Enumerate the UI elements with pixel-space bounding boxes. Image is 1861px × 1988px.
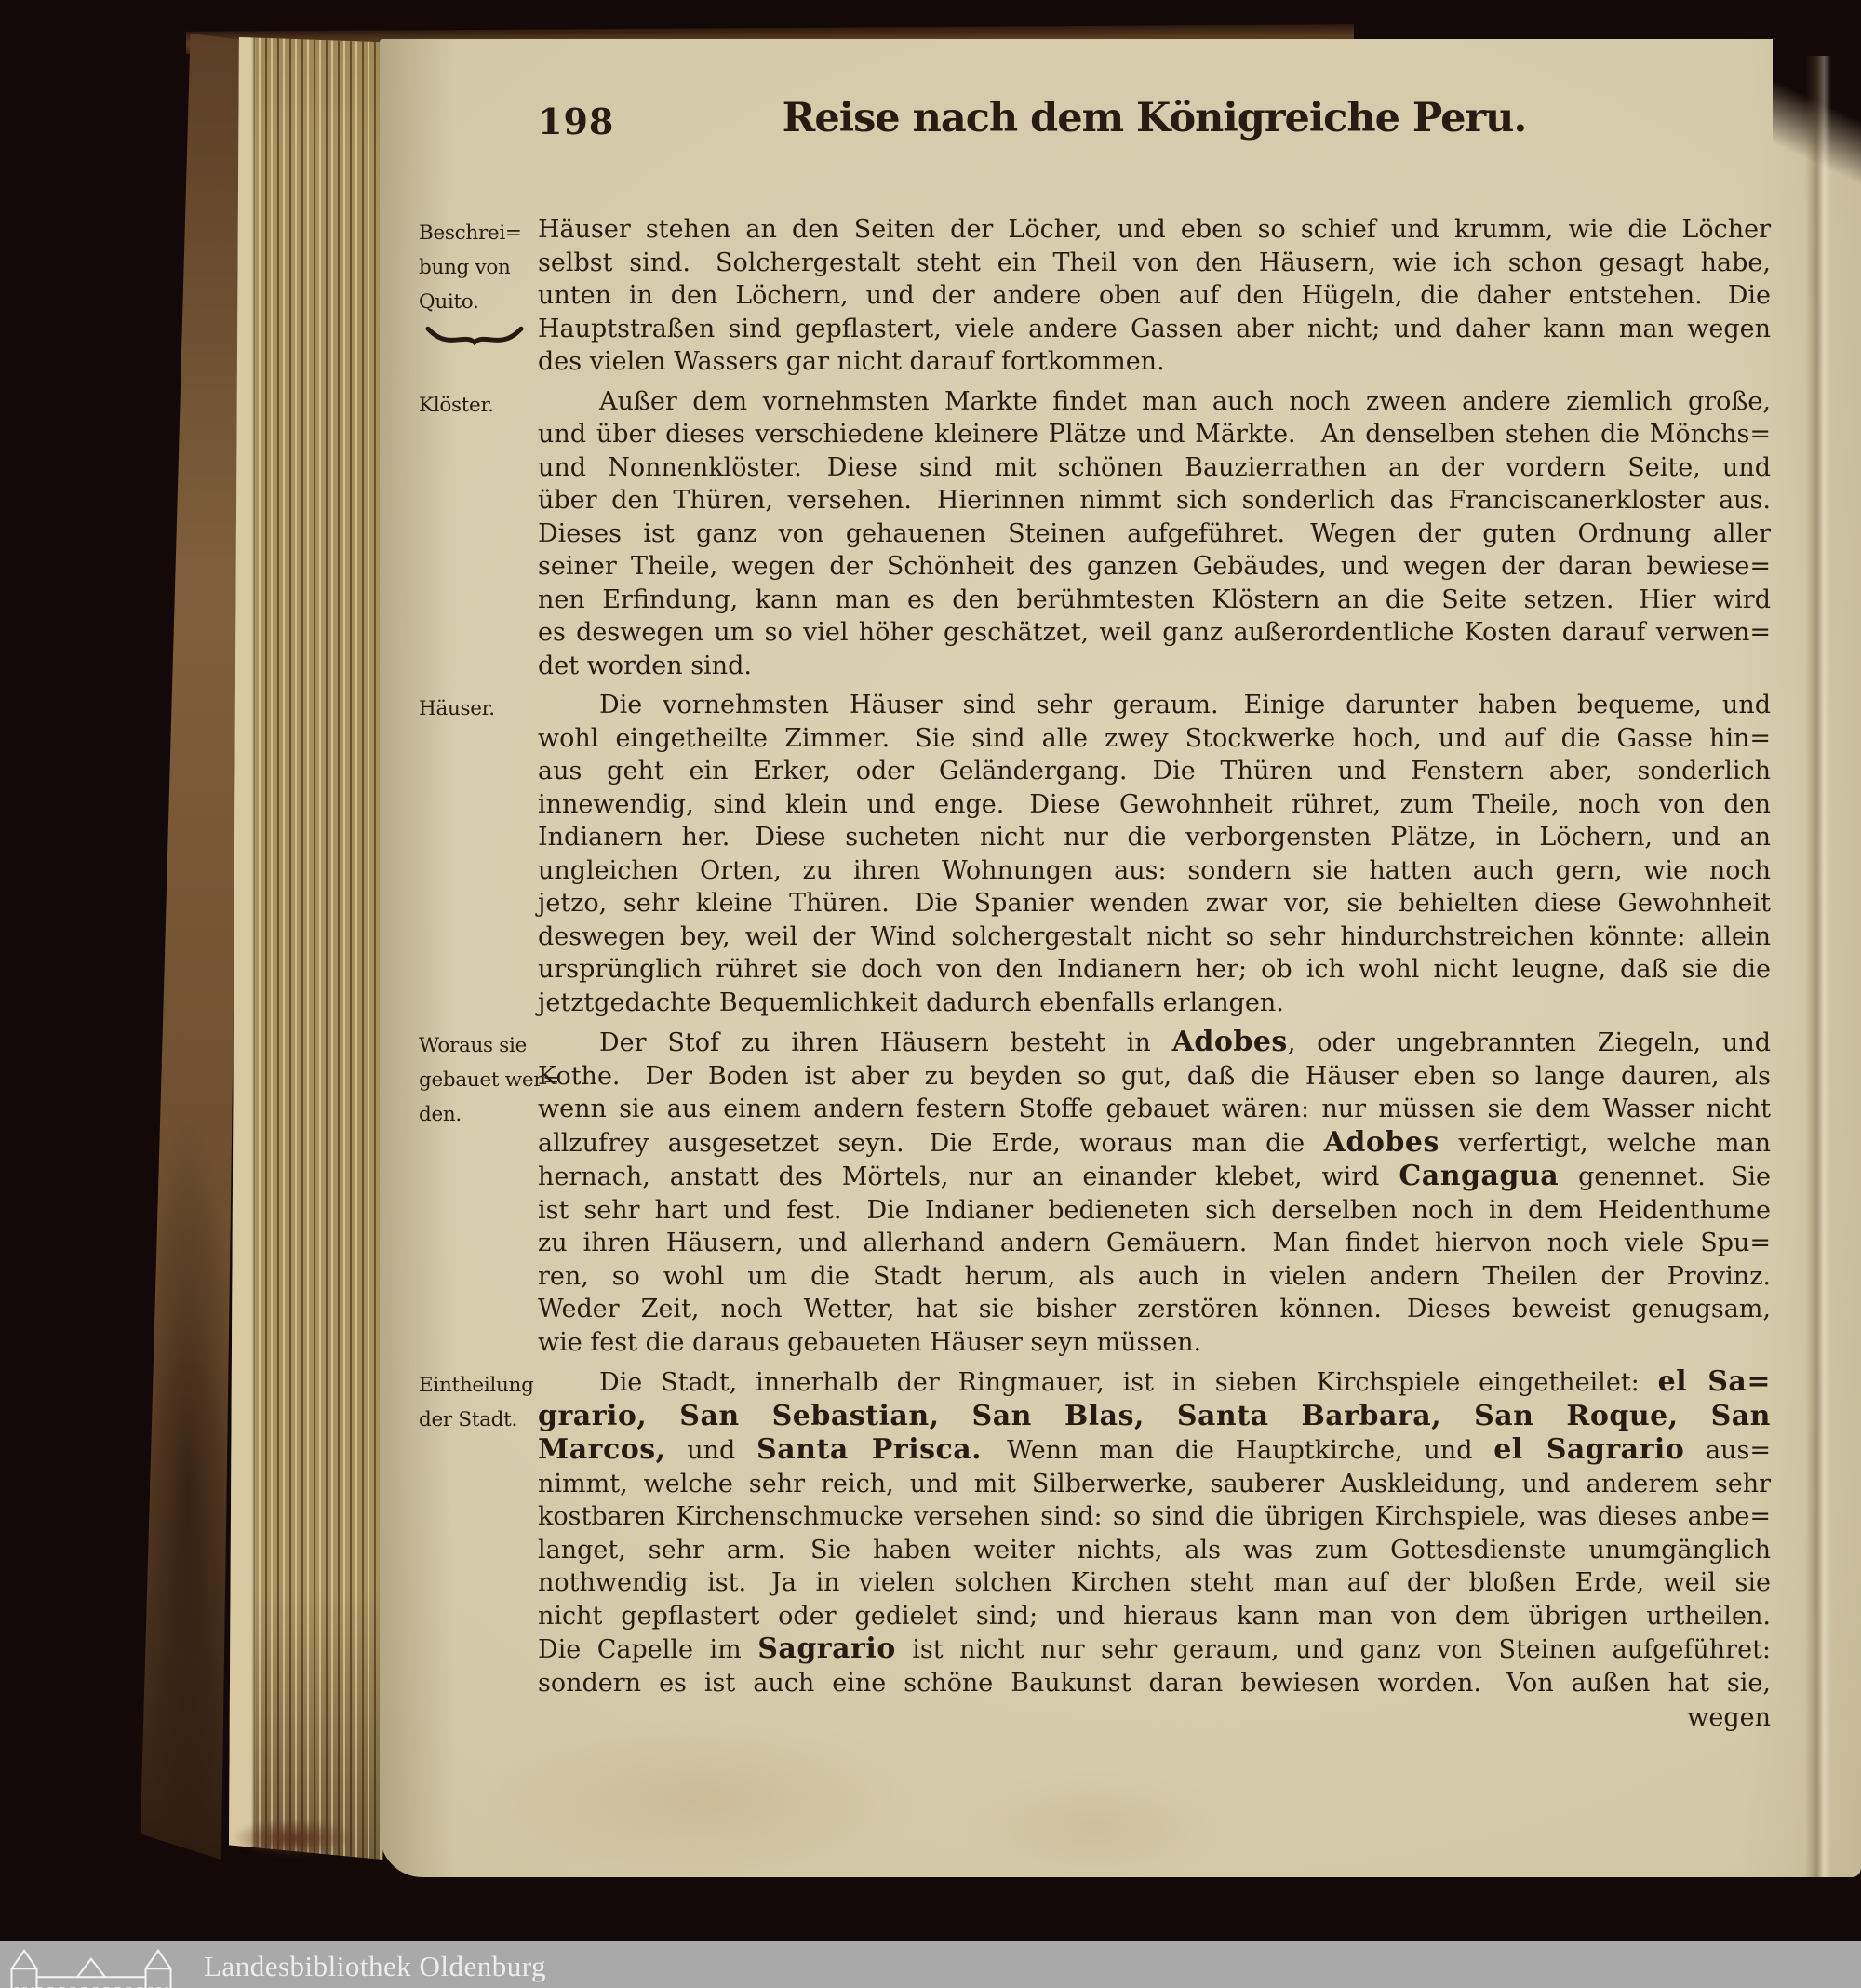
body-text: Wenn man die Hauptkirche, und	[982, 1436, 1494, 1465]
margin-note-line: der Stadt.	[419, 1408, 518, 1431]
body-text: selbst sind. Solchergestalt steht ein Theil von den Häusern, wie ich schon gesagt habe,	[538, 248, 1771, 277]
margin-note	[419, 692, 534, 726]
body-text: und über dieses verschiedene kleinere Plätze und Märkte. An denselben stehen die Mönchs=	[538, 420, 1771, 449]
emphasized-text: Cangagua	[1399, 1160, 1560, 1192]
body-text: Hauptstraßen sind gepflastert, viele andere Gassen aber nicht; und daher kann man wegen	[538, 314, 1771, 343]
body-text: verfertigt, welche man	[1439, 1128, 1771, 1158]
margin-note-line: Klöster.	[419, 393, 494, 417]
body-text: des vielen Wassers gar nicht darauf fortkommen.	[538, 347, 1165, 376]
text-line	[538, 1026, 1771, 1060]
text-line	[538, 213, 1771, 247]
text-line	[538, 1500, 1771, 1534]
text-line	[538, 1194, 1771, 1228]
text-line	[538, 689, 1771, 722]
paper-stain	[482, 1714, 929, 1882]
catchword: wegen	[1687, 1703, 1771, 1732]
text-line	[538, 1433, 1771, 1468]
margin-note-line: bung von	[419, 256, 511, 279]
text-line	[538, 920, 1771, 954]
body-text: nimmt, welche sehr reich, und mit Silberwerke, sauberer Auskleidung, und anderem sehr	[538, 1469, 1771, 1498]
body-text: Der Stof zu ihren Häusern besteht in	[599, 1028, 1172, 1057]
body-text: ren, so wohl um die Stadt herum, als auch in vielen andern Theilen der Provinz.	[538, 1261, 1771, 1291]
body-text: über den Thüren, versehen. Hierinnen nimmt sich sonderlich das Franciscanerkloster aus.	[538, 486, 1771, 515]
body-text: wohl eingetheilte Zimmer. Sie sind alle zwey Stockwerke hoch, und auf die Gasse hin=	[538, 723, 1771, 753]
body-text: sondern es ist auch eine schöne Baukunst daran bewiesen worden. Von außen hat sie,	[538, 1668, 1771, 1698]
body-text: unten in den Löchern, und der andere oben auf den Hügeln, die daher entstehen. Die	[538, 281, 1771, 310]
book-cover-spine	[128, 34, 248, 1860]
text-line	[538, 517, 1771, 551]
body-text: aus geht ein Erker, oder Geländergang. Die Thüren und Fenstern aber, sonderlich	[538, 757, 1771, 786]
text-line	[538, 1126, 1771, 1161]
text-line	[538, 987, 1771, 1020]
paragraph	[419, 385, 1771, 683]
body-text: Indianern her. Diese sucheten nicht nur die verborgensten Plätze, in Löchern, und an	[538, 823, 1771, 852]
margin-note-line: Häuser.	[419, 697, 495, 720]
text-line	[538, 247, 1771, 280]
text-line	[538, 584, 1771, 617]
text-line	[538, 451, 1771, 485]
body-text: ursprünglich rühret sie doch von den Indianern her; ob ich wohl nicht leugne, daß sie die	[538, 955, 1771, 984]
text-line	[538, 1293, 1771, 1326]
body-text: Außer dem vornehmsten Markte findet man auch noch zween andere ziemlich große,	[599, 386, 1771, 416]
emphasized-text: Adobes	[1323, 1125, 1439, 1159]
body-text: langet, sehr arm. Sie haben weiter nichts, als was zum Gottesdienste unumgänglich	[538, 1535, 1771, 1565]
text-line	[538, 418, 1771, 451]
body-text: wenn sie aus einem andern festern Stoffe gebauet wären: nur müssen sie dem Wasser nicht	[538, 1095, 1771, 1123]
text-line	[538, 1060, 1771, 1094]
margin-note	[419, 1028, 559, 1132]
page-gutter-crease	[1805, 56, 1831, 1877]
body-text: , oder ungebrannten Ziegeln, und	[1287, 1028, 1771, 1057]
emphasized-text: el Sagrario	[1493, 1433, 1685, 1466]
text-line	[538, 650, 1771, 683]
text-line	[538, 821, 1771, 854]
paragraph	[419, 213, 1771, 379]
text-line	[538, 1400, 1771, 1434]
paper-stain	[957, 1770, 1236, 1882]
body-text: ist nicht nur sehr geraum, und ganz von Steinen aufgeführet:	[895, 1635, 1771, 1664]
body-text: jetzo, sehr kleine Thüren. Die Spanier wenden zwar vor, sie behielten diese Gewohnheit	[538, 889, 1771, 918]
body-text: Häuser stehen an den Seiten der Löcher, und eben so schief und krumm, wie die Löcher	[538, 215, 1771, 244]
text-line	[538, 887, 1771, 920]
emphasized-text: el Sa=	[1657, 1365, 1771, 1398]
body-text: es deswegen um so viel höher geschätzet, weil ganz außerordentliche Kosten darauf verwen=	[538, 618, 1771, 647]
library-watermark-band	[0, 1941, 1861, 1988]
body-text: deswegen bey, weil der Wind solchergestalt nicht so sehr hindurchstreichen könnte: allein	[538, 921, 1771, 951]
book-fore-edge-pages	[229, 37, 398, 1860]
body-text: aus=	[1684, 1436, 1771, 1465]
text-line	[538, 550, 1771, 584]
text-line	[538, 788, 1771, 822]
text-line	[538, 953, 1771, 987]
text-line	[538, 1326, 1771, 1360]
text-line	[538, 1566, 1771, 1600]
body-text: Die Stadt, innerhalb der Ringmauer, ist in sieben Kirchspiele eingetheilet:	[599, 1368, 1658, 1397]
margin-note-line: Woraus sie	[419, 1034, 528, 1057]
library-name: Landesbibliothek Oldenburg	[204, 1950, 547, 1982]
text-line	[538, 1160, 1771, 1194]
text-line	[538, 1365, 1771, 1400]
text-line	[538, 1093, 1771, 1126]
body-text: seiner Theile, wegen der Schönheit des ganzen Gebäudes, und wegen der daran bewiese=	[538, 552, 1771, 581]
text-line	[538, 345, 1771, 379]
book-page	[380, 39, 1861, 1877]
emphasized-text: Adobes	[1171, 1026, 1288, 1058]
body-text: Weder Zeit, noch Wetter, hat sie bisher zerstören können. Dieses beweist genugsam,	[538, 1295, 1771, 1323]
paragraph	[419, 1026, 1772, 1359]
text-line	[538, 1468, 1771, 1501]
body-text: allzufrey ausgesetzet seyn. Die Erde, woraus man die	[538, 1128, 1324, 1158]
text-line	[538, 1260, 1771, 1294]
margin-note	[419, 1368, 534, 1437]
body-text: wie fest die daraus gebaueten Häuser seyn müssen.	[538, 1327, 1202, 1357]
body-text: hernach, anstatt des Mörtels, nur an einander klebet, wird	[538, 1162, 1399, 1191]
text-line	[538, 1534, 1771, 1567]
text-line	[538, 755, 1771, 788]
text-line	[538, 279, 1771, 313]
body-text: nicht gepflastert oder gedielet sind; und hieraus kann man von dem übrigen urtheilen.	[538, 1601, 1771, 1631]
text-line	[538, 1632, 1771, 1667]
margin-note-line: gebauet wer=	[419, 1068, 559, 1092]
text-line	[538, 1227, 1771, 1260]
body-text: zu ihren Häusern, und allerhand andern Gemäuern. Man findet hiervon noch viele Spu=	[538, 1229, 1771, 1257]
body-text: und Nonnenklöster. Diese sind mit schönen Bauzierrathen an der vordern Seite, und	[538, 452, 1771, 482]
body-text: ist sehr hart und fest. Die Indianer bedieneten sich derselben noch in dem Heidenthume	[538, 1195, 1771, 1225]
body-text: nothwendig ist. Ja in vielen solchen Kirchen steht man auf der bloßen Erde, weil sie	[538, 1568, 1771, 1597]
text-line	[538, 1600, 1771, 1633]
library-building-icon	[7, 1946, 178, 1988]
body-text: genennet. Sie	[1559, 1162, 1772, 1191]
body-text: Die Capelle im	[538, 1635, 758, 1664]
text-line	[538, 722, 1771, 756]
body-text: det worden sind.	[538, 651, 752, 680]
text-line	[538, 1667, 1771, 1700]
margin-note-line: Quito.	[419, 290, 479, 314]
margin-note-line: Beschrei=	[419, 222, 522, 245]
emphasized-text: Sagrario	[757, 1632, 896, 1665]
text-column	[419, 213, 1772, 1735]
margin-note-line: Eintheilung	[419, 1374, 534, 1397]
paragraph	[419, 1365, 1771, 1699]
margin-note-line: den.	[419, 1103, 462, 1126]
text-line	[538, 385, 1771, 419]
paragraph	[419, 689, 1771, 1019]
brace-flourish-icon	[424, 323, 525, 351]
running-title: Reise nach dem Königreiche Peru.	[782, 95, 1527, 141]
body-text: und	[665, 1436, 757, 1465]
page-number: 198	[538, 101, 615, 142]
body-text: Die vornehmsten Häuser sind sehr geraum. Einige darunter haben bequeme, und	[599, 691, 1771, 719]
margin-note	[419, 216, 534, 351]
text-line	[538, 616, 1771, 650]
body-text: jetztgedachte Bequemlichkeit dadurch ebenfalls erlangen.	[538, 987, 1284, 1017]
text-line	[538, 484, 1771, 517]
book-cover-corner	[233, 1820, 354, 1857]
margin-note	[419, 388, 534, 423]
text-line	[538, 313, 1771, 346]
emphasized-text: Santa Prisca.	[756, 1433, 983, 1466]
page-header	[538, 95, 1771, 145]
emphasized-text: grario, San Sebastian, San Blas, Santa Barbara, San Roque, San	[538, 1399, 1771, 1432]
body-text: innewendig, sind klein und enge. Diese Gewohnheit rühret, zum Theile, noch von den	[538, 789, 1771, 819]
emphasized-text: Marcos,	[538, 1433, 666, 1466]
body-text: kostbaren Kirchenschmucke versehen sind: so sind die übrigen Kirchspiele, was dieses anbe=	[538, 1502, 1771, 1531]
text-line	[538, 854, 1771, 888]
body-text: ungleichen Orten, zu ihren Wohnungen aus: sondern sie hatten auch gern, wie noch	[538, 855, 1771, 885]
body-text: Kothe. Der Boden ist aber zu beyden so gut, daß die Häuser eben so lange dauren, als	[538, 1061, 1771, 1091]
body-text: Dieses ist ganz von gehauenen Steinen aufgeführet. Wegen der guten Ordnung aller	[538, 518, 1771, 548]
body-text: nen Erfindung, kann man es den berühmtesten Klöstern an die Seite setzen. Hier wird	[538, 584, 1771, 614]
